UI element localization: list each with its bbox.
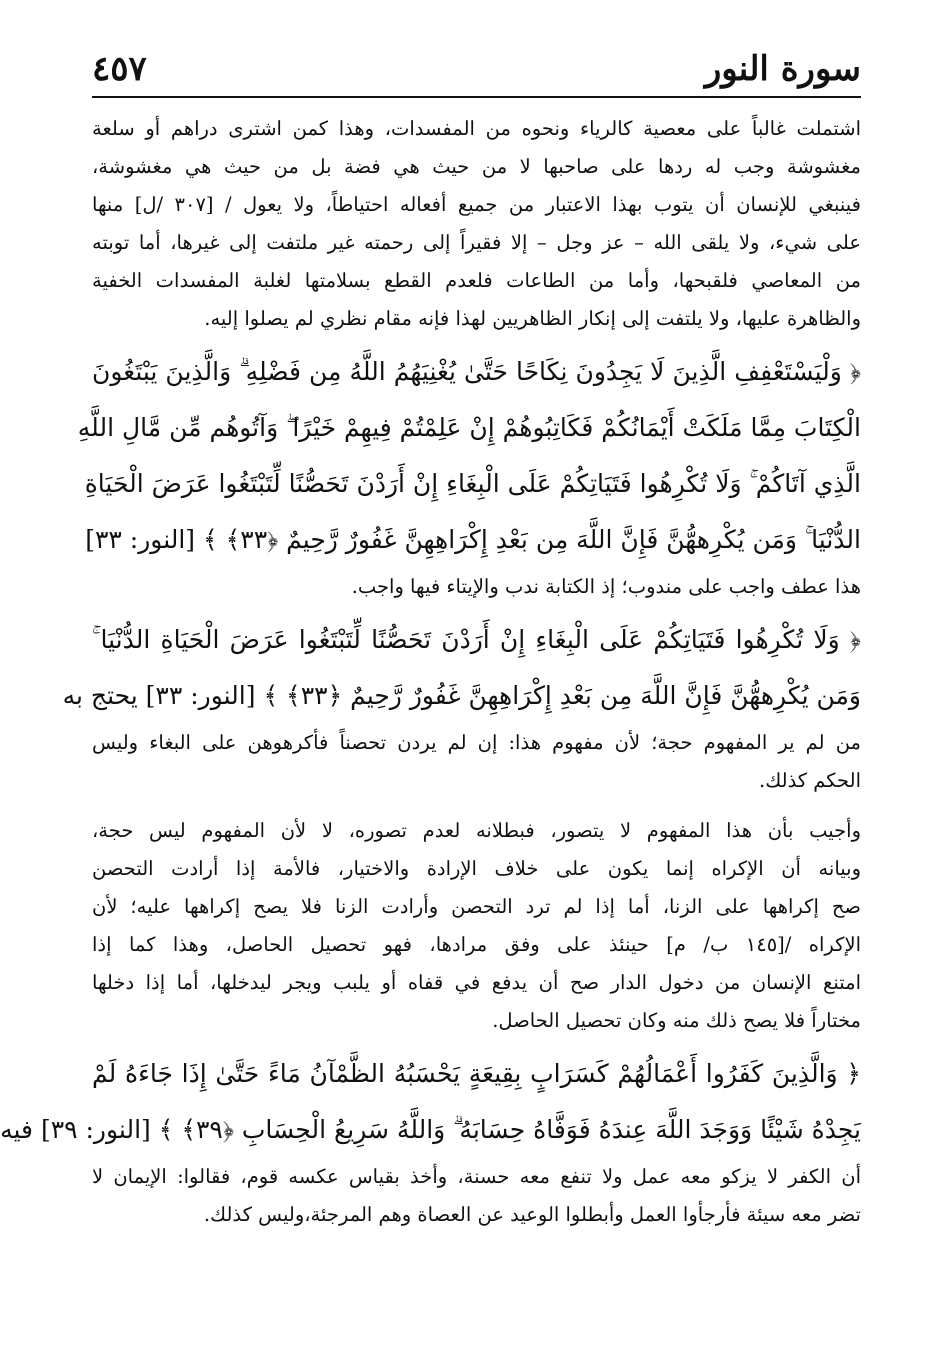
paragraph-commentary-1 bbox=[92, 568, 861, 606]
text-line: والظاهرة عليها، ولا يلتفت إلى إنكار الظاهريين لهذا فإنه مقام نظري لم يصلوا إليه. bbox=[204, 307, 861, 330]
paragraph-commentary-2 bbox=[92, 724, 861, 800]
quran-verse-33-part bbox=[62, 612, 861, 724]
surah-title: سورة النور bbox=[704, 49, 861, 89]
verse-line: الْكِتَابَ مِمَّا مَلَكَتْ أَيْمَانُكُمْ فَكَاتِبُوهُمْ إِنْ عَلِمْتُمْ فِيهِمْ خَيْرًا ۖ وَآتُوهُم مِّن مَّالِ اللَّهِ bbox=[77, 413, 861, 442]
quran-verse-39 bbox=[0, 1046, 861, 1158]
paragraph-answer bbox=[92, 812, 861, 1040]
page-header bbox=[92, 44, 861, 98]
text-line: الحكم كذلك. bbox=[759, 769, 861, 792]
text-line: من المعاصي فلقبحها، وأما من الطاعات فلعدم القطع بسلامتها لغلبة المفسدات الخفية bbox=[92, 269, 861, 292]
paragraph-intro bbox=[92, 110, 861, 338]
text-line: مغشوشة وجب له ردها على صاحبها لا من حيث هي فضة بل من حيث هي مغشوشة، bbox=[92, 155, 861, 178]
text-line: الإكراه /[١٤٥ ب/ م] حينئذ على وفق مرادها، فهو تحصيل الحاصل، وهذا كما إذا bbox=[92, 933, 861, 956]
verse-line: وَمَن يُكْرِههُّنَّ فَإِنَّ اللَّهَ مِن بَعْدِ إِكْرَاهِهِنَّ غَفُورٌ رَّحِيمٌ ﴿٣٣﴾ ﴾ [النور: ٣٣] يحتج به bbox=[62, 681, 861, 710]
page-number: ٤٥٧ bbox=[92, 49, 147, 89]
verse-line: يَجِدْهُ شَيْئًا وَوَجَدَ اللَّهَ عِندَهُ فَوَفَّاهُ حِسَابَهُ ۗ وَاللَّهُ سَرِيعُ الْحِسَابِ ﴿٣٩﴾ ﴾ [النور: ٣٩] فيه bbox=[0, 1115, 861, 1144]
paragraph-commentary-3 bbox=[92, 1158, 861, 1234]
text-line: أن الكفر لا يزكو معه عمل ولا تنفع معه حسنة، وأخذ بقياس عكسه قوم، فقالوا: الإيمان لا bbox=[92, 1165, 861, 1188]
text-line: صح إكراهها على الزنا، أما إذا لم ترد التحصن وأرادت الزنا فلا يصح إكراهها عليه؛ لأن bbox=[92, 895, 861, 918]
text-line: هذا عطف واجب على مندوب؛ إذ الكتابة ندب والإيتاء فيها واجب. bbox=[351, 575, 861, 598]
text-line: وبيانه أن الإكراه إنما يكون على خلاف الإرادة والاختيار، فالأمة إذا أرادت التحصن bbox=[92, 857, 861, 880]
text-line: فينبغي للإنسان أن يتوب بهذا الاعتبار من جميع أفعاله احتياطاً، ولا يعول / [٣٠٧ /ل] منها bbox=[92, 193, 861, 216]
page-body bbox=[0, 110, 861, 1234]
text-line: على شيء، ولا يلقى الله – عز وجل – إلا فقيراً إلى رحمته غير ملتفت إلى غيرها، أما توبته bbox=[92, 231, 861, 254]
verse-line: ﴿ وَالَّذِينَ كَفَرُوا أَعْمَالُهُمْ كَسَرَابٍ بِقِيعَةٍ يَحْسَبُهُ الظَّمْآنُ مَاءً حَتَّىٰ إِذَا جَاءَهُ لَمْ bbox=[92, 1059, 861, 1088]
text-line: تضر معه سيئة فأرجأوا العمل وأبطلوا الوعيد عن العصاة وهم المرجئة،وليس كذلك. bbox=[203, 1203, 861, 1226]
verse-line: ﴿ وَلْيَسْتَعْفِفِ الَّذِينَ لَا يَجِدُونَ نِكَاحًا حَتَّىٰ يُغْنِيَهُمُ اللَّهُ مِن فَضْلِهِ ۗ وَالَّذِينَ يَبْتَغُونَ bbox=[92, 357, 861, 386]
verse-line: الدُّنْيَا ۚ وَمَن يُكْرِههُّنَّ فَإِنَّ اللَّهَ مِن بَعْدِ إِكْرَاهِهِنَّ غَفُورٌ رَّحِيمٌ ﴿٣٣﴾ ﴾ [النور: ٣٣] bbox=[85, 525, 861, 554]
text-line: امتنع الإنسان من دخول الدار صح أن يدفع في قفاه أو يلبب ويجر ليدخلها، أما إذا دخلها bbox=[92, 971, 861, 994]
text-line: من لم ير المفهوم حجة؛ لأن مفهوم هذا: إن لم يردن تحصناً فأكرهوهن على البغاء وليس bbox=[92, 731, 861, 754]
quran-verse-33-full bbox=[77, 344, 861, 568]
verse-line: الَّذِي آتَاكُمْ ۚ وَلَا تُكْرِهُوا فَتَيَاتِكُمْ عَلَى الْبِغَاءِ إِنْ أَرَدْنَ تَحَصُّنًا لِّتَبْتَغُوا عَرَضَ الْحَيَاةِ bbox=[84, 469, 861, 498]
text-line: وأجيب بأن هذا المفهوم لا يتصور، فبطلانه لعدم تصوره، لا لأن المفهوم ليس حجة، bbox=[92, 819, 861, 842]
text-line: اشتملت غالباً على معصية كالرياء ونحوه من المفسدات، وهذا كمن اشترى دراهم أو سلعة bbox=[92, 117, 861, 140]
text-line: مختاراً فلا يصح ذلك منه وكان تحصيل الحاصل. bbox=[492, 1009, 861, 1032]
verse-line: ﴿ وَلَا تُكْرِهُوا فَتَيَاتِكُمْ عَلَى الْبِغَاءِ إِنْ أَرَدْنَ تَحَصُّنًا لِّتَبْتَغُوا عَرَضَ الْحَيَاةِ الدُّنْيَا ۚ bbox=[92, 625, 861, 654]
